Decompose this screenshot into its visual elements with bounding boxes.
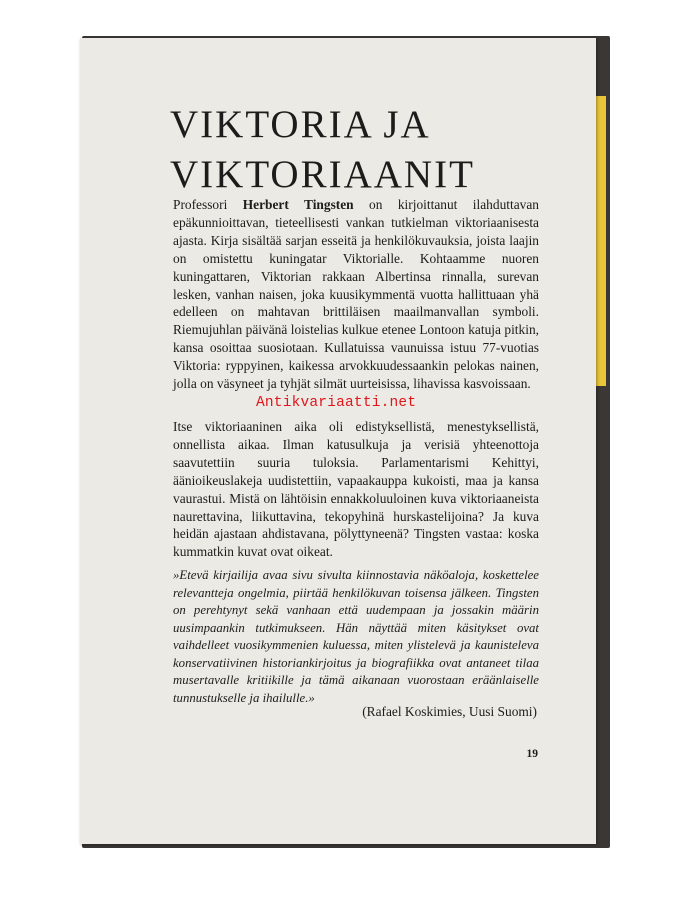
title-line-1: VIKTORIA JA	[170, 103, 431, 146]
para1-body: on kirjoittanut ilahduttavan epäkunnioittavan, tieteellisesti vankan tutkielman viktoriaanisesta ajasta. Kirja sisältää sarjan esseitä ja henkilökuvauksia, joista laajin on omistettu kuningatar Viktorialle. Kohtaamme nuoren kuningattaren, Viktorian rakkaan Albertinsa rinnalla, surevan lesken, vanhan naisen, joka kuusikymmentä vuotta hallittuaan yhä edelleen on mahtavan brittiläisen maailmanvallan symboli. Riemujuhlan päivänä loistelias kulkue etenee Lontoon katuja pitkin, kansa osoittaa suosiotaan. Kullatuissa vaunuissa istuu 77-vuotias Viktoria: ryppyinen, kaikessa arvokkuudessaankin pelokas nainen, jolla on väsyneet ja tyhjät silmät uurteisissa, lihavissa kasvoissaan.	[173, 197, 539, 392]
description-paragraph-1	[173, 196, 539, 393]
description-paragraph-2: Itse viktoriaaninen aika oli edistyksellistä, menestyksellistä, onnellista aikaa. Ilman katusulkuja ja verisiä yhteenottoja saavutettiin suuria tuloksia. Parlamentarismi Kehittyi, äänioikeuslakeja uudistettiin, vapaakauppa kukoisti, maa ja kansa vaurastui. Mistä on lähtöisin ennakkoluuloinen kuva viktoriaaneista naurettavina, liikuttavina, tekopyhinä hurskastelijoina? Ja kuva heidän ajastaan ahdistavana, pölyttyneenä? Tingsten vastaa: koska kummatkin kuvat ovat oikeat.	[173, 419, 539, 560]
title-line-2: VIKTORIAANIT	[170, 153, 475, 196]
quote-attribution: (Rafael Koskimies, Uusi Suomi)	[362, 704, 537, 719]
para1-intro: Professori	[173, 197, 243, 212]
review-quote: »Etevä kirjailija avaa sivu sivulta kiinnostavia näköaloja, koskettelee relevantteja ongelmia, piirtää henkilökuvan toisensa jälkeen. Tingsten on perehtynyt sekä vanhaan että uudempaan ja jossakin määrin uusimpaankin tutkimukseen. Hän näyttää miten käsitykset ovat vaihdelleet vuosikymmenien kuluessa, miten ylistelevä ja kaunisteleva konservatiivinen historiankirjoitus ja biografiikka ovat antaneet tilaa musertavalle kritiikille ja tämä aikanaan vuorostaan eräänlaiselle tunnustukselle ja ihailulle.»	[173, 568, 539, 705]
page-number: 19	[526, 748, 538, 760]
book-title	[170, 100, 475, 200]
watermark: Antikvariaatti.net	[256, 395, 417, 411]
author-name: Herbert Tingsten	[242, 197, 354, 212]
